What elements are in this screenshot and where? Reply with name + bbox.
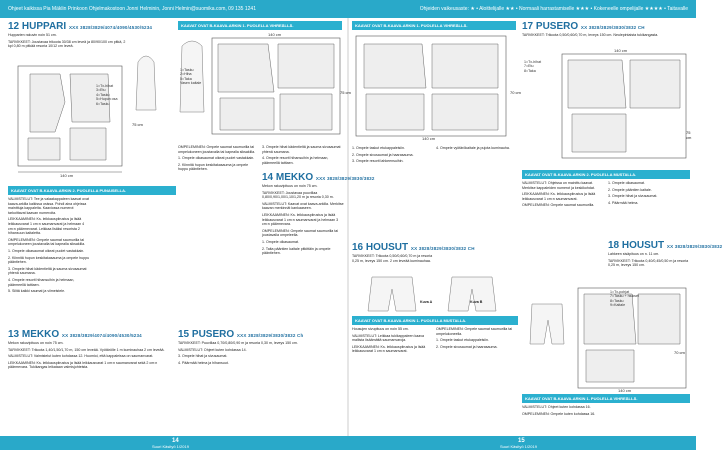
p12-title-text: 12 HUPPARI [8,21,67,32]
p15-text-1: VALMISTELUT: Ohjeet kuten kohdassa 14. [178,347,247,352]
p13-text-2: LEIKKAAMINEN: Ks. leikkauspiirustus ja lisää leikkausvarat 1 cm:n saumanvarat sekä 2 cm:n päärmevara. Tukikangas leikataan valmisjohteista. [8,360,158,370]
p16-text-5: 2. Ompele sivusaumat ja haarasauma. [436,344,498,349]
p18-legend-item: 1=Tx-pohjat [610,290,630,294]
p17-text-5: 2. Ompele pääntien kaitale. [608,187,652,192]
p14-cont-text: 2. Kiinnitä hupun keskitakasauma ja ompele huppu pääntiehen. [178,162,249,172]
p12-layout-svg [10,62,130,182]
p17-band: KAAVAT OVAT B-KAAVA-ARKIN 2. PUOLELLA MUSTALLA. [522,170,690,179]
p14-legend-item: 1=Tasku [180,68,194,72]
p14-height-label: 75 cm [340,90,351,95]
p16-pre-text: 2. Ompele sivusaumat ja haarasauma. [352,152,414,157]
p17-legend [524,60,564,73]
p18-legend-item: 8=Tasku [610,298,624,303]
p17-text-7: 4. Päärmää helma. [608,200,639,205]
p14-code: XXX 3828/3829/3830/3832 [315,176,375,181]
p17-text-2: LEIKKAAMINEN: Ks. leikkauspiirustus ja lisää leikkausvarat 1 cm:n saumanvarat. [522,192,596,201]
p15-text-3: 4. Päärmää helma ja hihansuut. [178,360,229,365]
section-13-title [8,329,142,341]
p18-code: XX 3828/3829/3830/3832 [666,244,722,249]
p14-legend [180,68,220,86]
p16-title-text: 16 HOUSUT [352,242,409,253]
p14-band: KAAVAT OVAT B-KAAVA-ARKIN 1. PUOLELLA VIHREÄLLÄ. [178,21,342,30]
p15-title-text: 15 PUSERO [178,329,235,340]
p16-text-0: TARVIKKEET: Trikoota 0,50/0,60/0,70 m ja resoria 0,25 m, leveys 150 cm. 2 cm leveää kuminauhaa. [352,254,433,263]
p16-layout-svg [352,32,518,142]
p14-layout-figure [178,32,344,142]
p14-sizes: Mekon rakuvipituus on noin 75 cm. [262,184,318,188]
p13-text-1: VALMISTELUT: Valmistelut kuten kohdassa 12. Huomioi, että kappaleissa on saumanvarat. [8,354,154,359]
kuva-a-label: Kuva A [420,300,433,304]
p16-text-4: 1. Ompele taskut etukappaleisiin. [436,338,489,343]
p16-height-label: 70 cm [510,90,521,95]
page-gutter [347,18,349,436]
p17-code: XX 3828/3829/3830/3832 CH [580,25,645,30]
p12-legend-item: 4=Tasku [96,92,110,97]
p18-layout-svg [522,284,690,394]
p14-text-3: OMPELEMINEN: Ompele saumat saumurilla tai joustavalla ompeleella. [262,228,339,238]
p12-sizes: Hupparien rakuvin noin 51 cm. [8,33,57,37]
footer-left: Suuri Käsityö 1/2019 [152,444,189,449]
p17-text-1: VALMISTELUT: Ohjeissa on mainittu kaavat. Merkitse kappaleiden numerot ja keskikohdat. [522,181,595,190]
p12-layout-figure [10,62,130,182]
p16-band-top: KAAVAT OVAT B-KAAVA-ARKIN 1. PUOLELLA VIHREÄLLÄ. [352,21,516,30]
p16-text-2: LEIKKAAMINEN: Ks. leikkauspiirustus ja lisää leikkausvarat 1 cm:n saumanvarat. [352,344,426,354]
top-bar [0,0,696,18]
p13-title-text: 13 MEKKO [8,329,60,340]
p12-legend-item: 1=Tx-hihat [96,84,114,88]
p16-pre-text: 1. Ompele taskut etukappaleisiin. [352,146,405,150]
p15-code: XXX 3828/3829/3830/3832 Ch [236,333,304,338]
p16-intro [352,254,434,274]
p17-text-0: TARVIKKEET: Trikoota 0,50/0,60/0,70 m, leveys 150 cm. Neulepintaista tukikangasta. [522,33,659,37]
p16-code: XX 3828/3829/3830/3832 CH [410,246,475,251]
p12-height-label: 75 cm [132,122,143,127]
section-17-title [522,21,645,33]
p18-body [522,405,690,435]
p14-text-0: TARVIKKEET: Joustavaa puuvillaa 0,80/0,90/1,00/1,10/1,20 m ja resoria 0,30 m. [262,190,334,200]
p18-text-0: TARVIKKEET: Trikoota 0,40/0,45/0,50 m ja resoria 0,25 m, leveys 150 cm. [608,258,689,268]
p17-legend-item: 8=Taka [524,68,536,73]
p16-band: KAAVAT OVAT B-KAAVA-ARKIN 1. PUOLELLA MUSTALLA. [352,316,518,325]
p17-intro [522,33,690,49]
p15-text-2: 3. Ompele hihat ja sivusaumat. [178,354,228,359]
p14-title-text: 14 MEKKO [262,172,314,183]
p13-code: XX 3828/3829/4074/4090/4530/5234 [61,333,142,338]
p12-text-1: VALMISTELUT: Tee ja valaakappaleen kaavat ovat kaava-arkilla kaikissa osissa. Pohdi aina ohjeissa mainittuja kappaleita. Kaaviossa numerot tarkoittavat kaavan numeroita. [8,197,89,215]
p16-col-c [352,327,434,433]
p12-width-label: 140 cm [60,173,74,178]
p16-col-b [436,146,518,241]
p17-text-3: OMPELEMINEN: Ompele saumat saumurilla. [522,203,595,208]
p14-body [262,184,344,294]
section-16-title [352,242,475,254]
header-right-text: Ohjeiden vaikeusaste: ★ • Aloittelijalle ★★ • Normaali harrastamiselle ★★★ • Kokeneelle ompelijalle ★★★★ • Taitavalle [419,6,688,12]
p12-text-4: 1. Ompele olkasaumat oikeat puolet vastakkain. [8,248,85,253]
p14-cont-text: OMPELEMINEN: Ompele saumat saumurilla tai ompelukoneen joustavalla tai kapealla siksakilla. [178,145,256,154]
p18-band: KAAVAT OVAT B-KAAVA-ARKIN 1. PUOLELLA VIHREÄLLÄ. [522,394,690,403]
p16-text-1: VALMISTELUT: Leikkaa tukikappaleen kaava mallista lisäämättä saumanvaroja. [352,333,425,343]
p16-sizes: Housujen sivupituus on noin 55 cm. [352,327,409,331]
header-left-text: Ohjeet kaikissa Pia Mäklin Prinkoon Ohjelmakostoon Jonni Helminin, Jonni Helmin@suomika.com, 09 135 1241 [8,6,256,12]
p12-legend-item: 3=Etu [96,88,106,93]
p14-layout-svg [178,32,344,142]
p12-text-8: 5. Silitä kaikki saumat ja viimeistele. [8,289,66,294]
p13-body [8,341,176,431]
section-15-title [178,329,303,341]
p14-cont-text: 4. Ompele resorit hihansuihin ja helmaan, päärmeellä taittaen. [262,156,329,165]
p14-text-1: VALMISTELUT: Kaavat ovat kaava-arkilla. Merkitse kaavan merkinnät kankaaseen. [262,201,344,211]
p18-height-label: 70 cm [674,350,685,355]
p13-sizes: Mekon rakuvipituus on noin 75 cm. [8,341,64,345]
p17-legend-item: 1=Tx-hihat [524,60,542,64]
p18-layout-figure [522,284,690,394]
p17-text-6: 3. Ompele hihat ja sivusaumat. [608,194,658,199]
p16-pre-text: 4. Ompele vyötärökaitale ja pujota kuminauha. [436,146,510,150]
p17-title-text: 17 PUSERO [522,21,579,32]
p12-hoodie-sketch [134,50,158,120]
p18-sizes: Lahkeen sisäpituus on n. 11 cm. [608,252,660,256]
p16-col-d [436,327,518,433]
kuva-b-label: Kuva B [470,300,483,304]
p17-text-4: 1. Ompele olkasaumat. [608,181,645,185]
p16-text-3: OMPELEMINEN: Ompele saumat saumurilla tai ompelukoneella. [436,327,513,336]
p18-text-1: VALMISTELUT: Ohjeet kuten kohdassa 16. [522,405,591,409]
p16-col-a [352,146,434,241]
p14-text-2: LEIKKAAMINEN: Ks. leikkauspiirustus ja lisää leikkausvarat 1 cm:n saumanvarat ja helmaan 3 cm:n päärmevara. [262,212,339,227]
p18-intro [608,252,690,282]
p12-legend-item: 6=Tasku [96,101,110,106]
p17-height-label: 75 cm [686,130,692,140]
p12-text-5: 2. Kiinnitä hupun keskitakasauma ja ompele huppu pääntiehen. [8,255,90,265]
p12-band: KAAVAT OVAT B-KAAVA-ARKIN 2. PUOLELLA PUNAISELLA. [8,186,176,195]
p12-text-7: 4. Ompele resorit hihansuihin ja helmaan, päärmeellä taittaen. [8,277,75,287]
bottom-bar [0,436,696,450]
p18-title-text: 18 HOUSUT [608,240,665,251]
section-12-title [8,21,152,33]
p12-legend-item: 5=Hupun osa [96,97,118,102]
p12-text-3: OMPELEMINEN: Ompele saumat saumurilla tai ompelukoneen joustavalla tai kapealla siksakilla. [8,237,86,247]
p12-legend [96,84,136,106]
p12-text-6: 3. Ompele hihat kädentieltä ja sauma sivusaumat yhtenä saumana. [8,266,87,276]
page-number-right: 15 [518,438,525,444]
pants-illustration [352,275,518,315]
p13-text-0: TARVIKKEET: Trikoota 1,40/1,50/1,70 m, 150 cm leveää. Vyötärölle 1 m kuminauhaa 2 cm leveää. [8,347,165,352]
footer-right: Suuri Käsityö 1/2019 [500,444,537,449]
p14-cont-text: 3. Ompele hihat kädentieltä ja sauma sivusaumat yhtenä saumana. [262,145,341,154]
p14-legend-item: 2=Hiha [180,72,192,77]
p18-width-label: 140 cm [618,388,632,393]
p14-text-5: 2. Taita pääntien kaitale pitkittäin ja ompele pääntiehen. [262,246,331,256]
p18-legend [610,290,660,308]
p14-width-label: 140 cm [268,32,282,37]
p18-text-2: OMPELEMINEN: Ompele kuten kohdassa 16. [522,411,596,416]
section-18-title [608,240,722,252]
p14-legend-item: Vasen kaitale [180,81,202,86]
p12-intro [8,33,128,63]
p12-text-0: TARVIKKEET: Joustavaa trikoota 30/38 cm leveä ja 80/90/100 cm pitkä, 2 kpl 0,80 m pitkää resoria 10/12 cm leveä. [8,39,126,49]
p12-text-2: LEIKKAAMINEN: Ks. leikkauspiirustus ja lisää leikkausvarat 1 cm:n saumanvarat ja helmaan 4 cm:n päärmevarat. Leikkaa lisäksi resorista 2 hihansuun kaitaletta. [8,217,85,236]
p18-legend-item: 9=Kaitale [610,303,626,308]
p14-cont-text: 1. Ompele olkasaumat oikeat puolet vastakkain. [178,156,255,161]
p16-pre-text: 3. Ompele resorit lahkeensuihin. [352,159,404,164]
p14-text-4: 1. Ompele olkasaumat. [262,239,299,244]
p17-col-a [522,181,604,301]
p14-col-a [178,145,258,295]
p14-legend-item: 5=Taka [180,76,192,81]
p12-code: XXX 3828/3829/4074/4090/4530/5234 [68,25,153,30]
p17-legend-item: 7=Etu [524,64,534,69]
p18-legend-item: 7=Tasku + hiukset [610,294,639,299]
p16-width-label: 140 cm [422,136,436,141]
p17-width-label: 140 cm [614,48,628,53]
hoodie-illustration [134,50,158,120]
p15-body [178,341,344,431]
p16-layout-figure [352,32,518,142]
p16-pants-sketch [352,275,518,315]
page-number-left: 14 [172,438,179,444]
p15-text-0: TARVIKKEET: Puuvillaa 0,70/0,80/0,90 m ja resoria 0,30 m, leveys 150 cm. [178,341,298,345]
